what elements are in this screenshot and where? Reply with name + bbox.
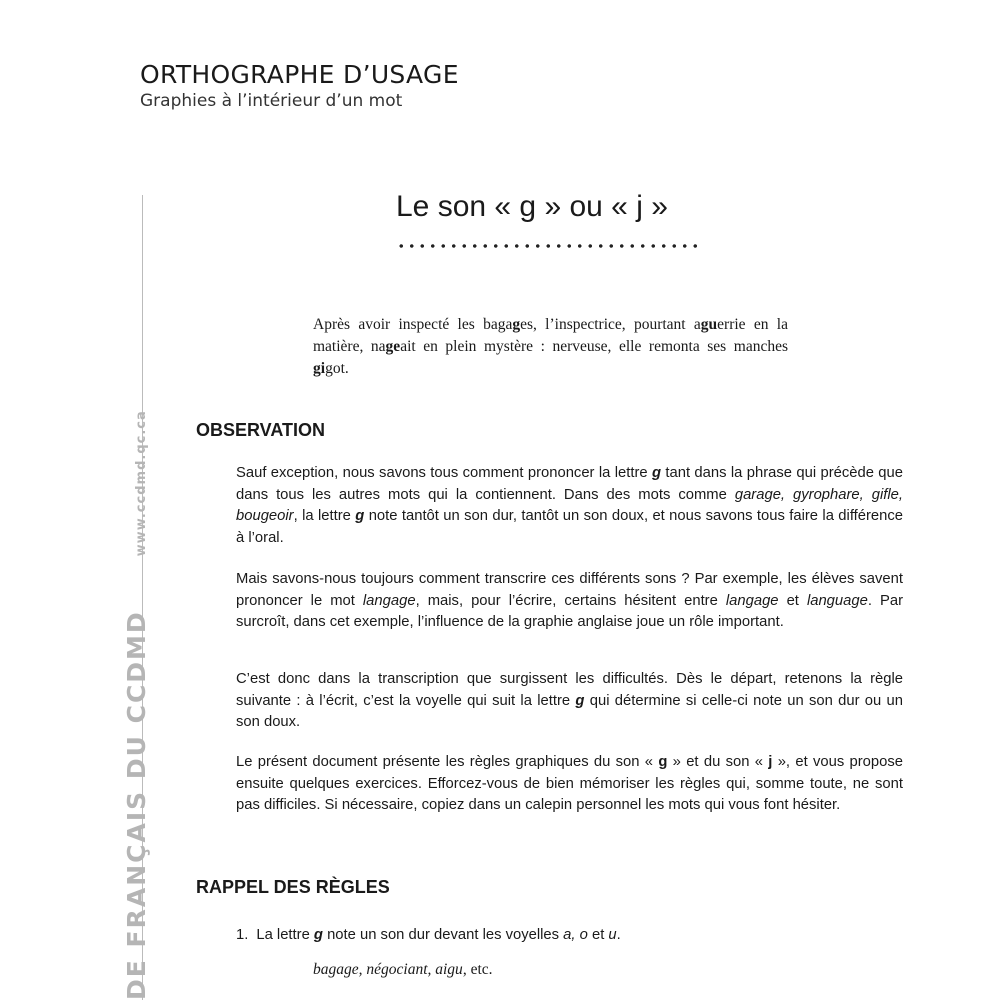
- sidebar-branding: [122, 410, 151, 1000]
- rule-1-examples: bagage, négociant, aigu, etc.: [313, 961, 493, 978]
- document-title: Le son « g » ou « j »: [396, 190, 668, 223]
- observation-paragraph-2: Mais savons-nous toujours comment transcrire ces différents sons ? Par exemple, les élèves savent prononcer le mot langage, mais, pour l’écrire, certains hésitent entre langage et language. Par surcroît, dans cet exemple, l’influence de la graphie anglaise joue un rôle important.: [236, 571, 904, 630]
- observation-paragraph-3: C’est donc dans la transcription que surgissent les difficultés. Dès le départ, retenons la règle suivante : à l’écrit, c’est la voyelle qui suit la lettre g qui détermine si celle-ci note un son dur ou un son doux.: [236, 671, 904, 730]
- website-url: www.ccdmd.qc.ca: [134, 410, 149, 557]
- title-dotted-underline: [396, 244, 702, 248]
- page-header: [140, 60, 459, 111]
- intro-quote: Après avoir inspecté les bagages, l’inspectrice, pourtant aguerrie en la matière, nageait en plein mystère : nerveuse, elle remonta ses manches gigot.: [313, 316, 788, 377]
- section-title: ORTHOGRAPHE D’USAGE: [140, 60, 459, 89]
- observation-heading: OBSERVATION: [196, 420, 326, 440]
- observation-paragraph-1: Sauf exception, nous savons tous comment prononcer la lettre g tant dans la phrase qui précède que dans tous les autres mots qui la contiennent. Dans des mots comme garage, gyrophare, gifle, bougeoir, la lettre g note tantôt un son dur, tantôt un son doux, et nous savons tous faire la différence à l’oral.: [236, 465, 904, 546]
- observation-paragraph-4: Le présent document présente les règles graphiques du son « g » et du son « j », et vous propose ensuite quelques exercices. Efforcez-vous de bien mémoriser les règles qui, somme toute, ne sont pas difficiles. Si nécessaire, copiez dans un calepin personnel les mots qui vous font hésiter.: [236, 754, 903, 813]
- section-subtitle: Graphies à l’intérieur d’un mot: [140, 91, 403, 111]
- rule-number: 1.: [236, 927, 249, 943]
- vertical-branding-text: DE FRANÇAIS DU CCDMD: [122, 610, 151, 1000]
- rappel-heading: RAPPEL DES RÈGLES: [196, 877, 390, 897]
- rule-item-1: 1. La lettre g note un son dur devant les voyelles a, o et u.: [236, 927, 621, 943]
